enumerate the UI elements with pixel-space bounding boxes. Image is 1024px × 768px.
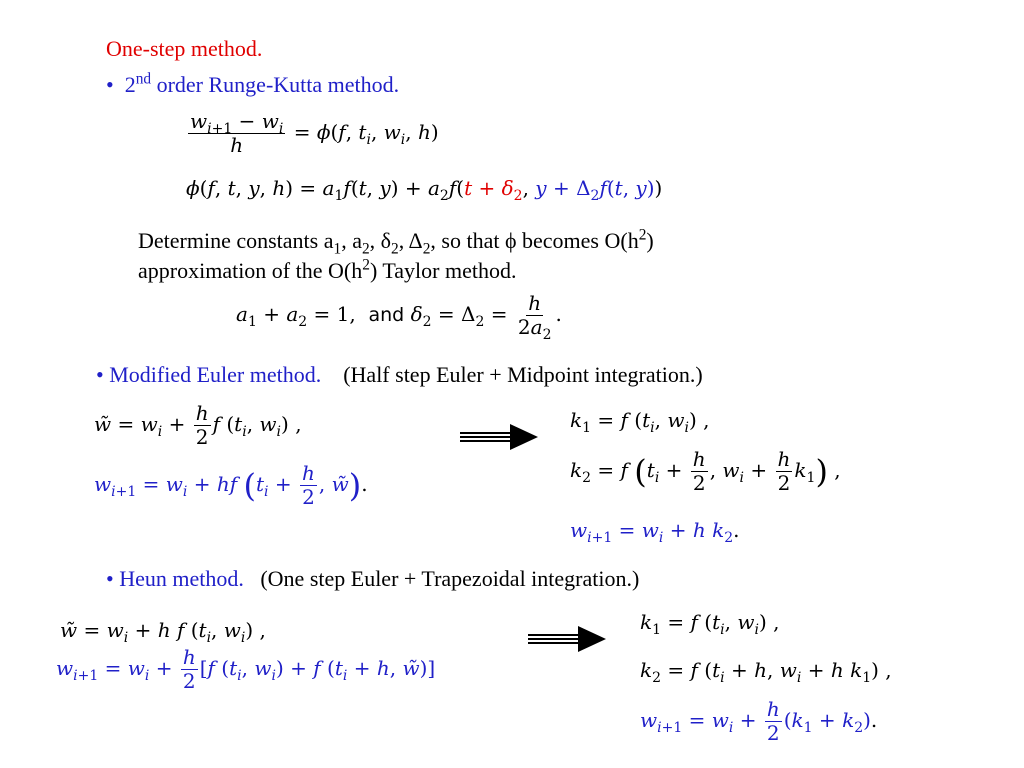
rk2-heading xyxy=(106,72,399,98)
bullet: • xyxy=(106,72,114,97)
modified-euler-label: • Modified Euler method. xyxy=(96,362,322,387)
constants-equation: $a_1 + a_2 = 1$, and $\delta_2 = \Delta_2$ = $\frac{h}{2a_2}$ . xyxy=(236,291,562,343)
determine-line-2-start: approximation of the O(h xyxy=(138,258,363,283)
modified-euler-k2: $k_2 = f$ ($t_i$ + $\frac{h}{2}$ , $w_i$ + $\frac{h}{2}$ $k_1$) , xyxy=(570,447,841,495)
heun-eq-2: $w_{i+1} = w_i$ + $\frac{h}{2}$ [f ($t_i$, $w_i) + f$ ($t_i + h$, w̃)] xyxy=(56,645,436,693)
heun-k1: $k_1 = f$ ($t_i$, $w_i$) , xyxy=(640,610,780,638)
page-title: One-step method. xyxy=(106,36,263,61)
double-arrow-icon xyxy=(460,424,540,450)
determine-line-2-tail: ) Taylor method. xyxy=(369,258,517,283)
modified-euler-heading xyxy=(96,362,703,388)
rk2-label: order Runge-Kutta method. xyxy=(156,72,400,97)
determine-text: Determine constants $a_1$, $a_2$, $\delta_2$, $\Delta_2$, so that ϕ becomes $O(h^2)$ approximation of the $O(h^2)$ Taylor method. xyxy=(138,226,654,283)
modified-euler-update: $w_{i+1} = w_i + h$ $k_2$. xyxy=(570,518,740,546)
modified-euler-k1: $k_1 = f$ ($t_i$, $w_i$) , xyxy=(570,408,710,436)
determine-line-1-start: Determine constants a xyxy=(138,228,334,253)
modified-euler-description: (Half step Euler + Midpoint integration.) xyxy=(343,362,703,387)
double-arrow-icon xyxy=(528,626,608,652)
order-sup: nd xyxy=(135,70,152,88)
rk2-equation-2: ϕ(f, t, y, $h) = a_1f(t$, $y) + a_2f(t + \delta_2$, $y + \Delta_2f(t$, y)) xyxy=(186,176,663,204)
heun-description: (One step Euler + Trapezoidal integration.) xyxy=(260,566,640,591)
heun-k2: $k_2 = f$ ($t_i + h$, $w_i + h$ $k_1$) , xyxy=(640,658,892,686)
heun-update: $w_{i+1} = w_i$ + $\frac{h}{2}$ $(k_1 + k_2)$. xyxy=(640,697,878,745)
rk2-equation-1: $\frac{w_{i+1} - w_i}{h}$ = ϕ(f, $t_i$, $w_i$, h) xyxy=(190,109,439,157)
heun-eq-1: w̃ = $w_i + h$ f ($t_i$, $w_i$) , xyxy=(60,618,266,646)
heun-label: • Heun method. xyxy=(106,566,244,591)
order-number: 2 xyxy=(124,72,136,97)
modified-euler-eq-1: w̃ = $w_i$ + $\frac{h}{2}$ f ($t_i$, $w_i$) , xyxy=(94,401,302,449)
heun-heading xyxy=(106,566,639,592)
modified-euler-eq-2: $w_{i+1} = w_i$ + hf ($t_i$ + $\frac{h}{2}$ , w̃). xyxy=(94,461,368,509)
